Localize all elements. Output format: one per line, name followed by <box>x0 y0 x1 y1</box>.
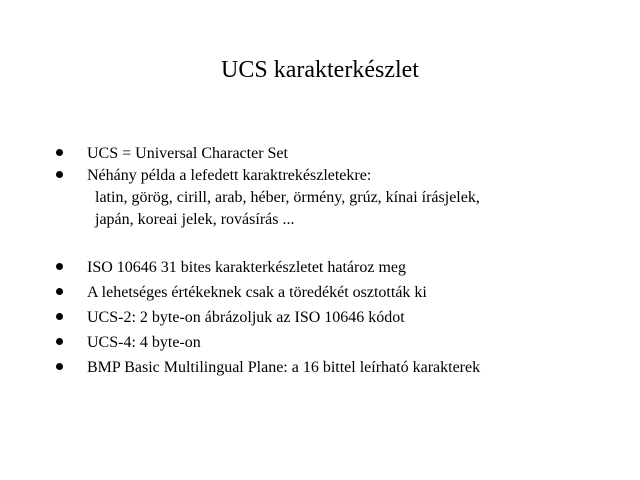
bullet-text: UCS-4: 4 byte-on <box>87 334 201 351</box>
bullet-text: UCS = Universal Character Set <box>87 145 288 162</box>
bullet-continuation: latin, görög, cirill, arab, héber, örmény, grúz, kínai írásjelek, <box>95 189 480 206</box>
bullet-text: A lehetséges értékeknek csak a töredékét osztották ki <box>87 284 427 301</box>
bullet-dot-icon <box>56 363 63 370</box>
bullet-text: ISO 10646 31 bites karakterkészletet határoz meg <box>87 259 406 276</box>
bullet-dot-icon <box>56 263 63 270</box>
bullet-dot-icon <box>56 171 63 178</box>
slide-title: UCS karakterkészlet <box>221 57 419 83</box>
bullet-dot-icon <box>56 313 63 320</box>
bullet-dot-icon <box>56 338 63 345</box>
bullet-dot-icon <box>56 149 63 156</box>
bullet-text: BMP Basic Multilingual Plane: a 16 bittel leírható karakterek <box>87 359 481 376</box>
bullet-continuation: japán, koreai jelek, rovásírás ... <box>95 211 295 228</box>
bullet-dot-icon <box>56 288 63 295</box>
bullet-text: Néhány példa a lefedett karaktrekészletekre: <box>87 167 372 184</box>
bullet-text: UCS-2: 2 byte-on ábrázoljuk az ISO 10646 kódot <box>87 309 405 326</box>
